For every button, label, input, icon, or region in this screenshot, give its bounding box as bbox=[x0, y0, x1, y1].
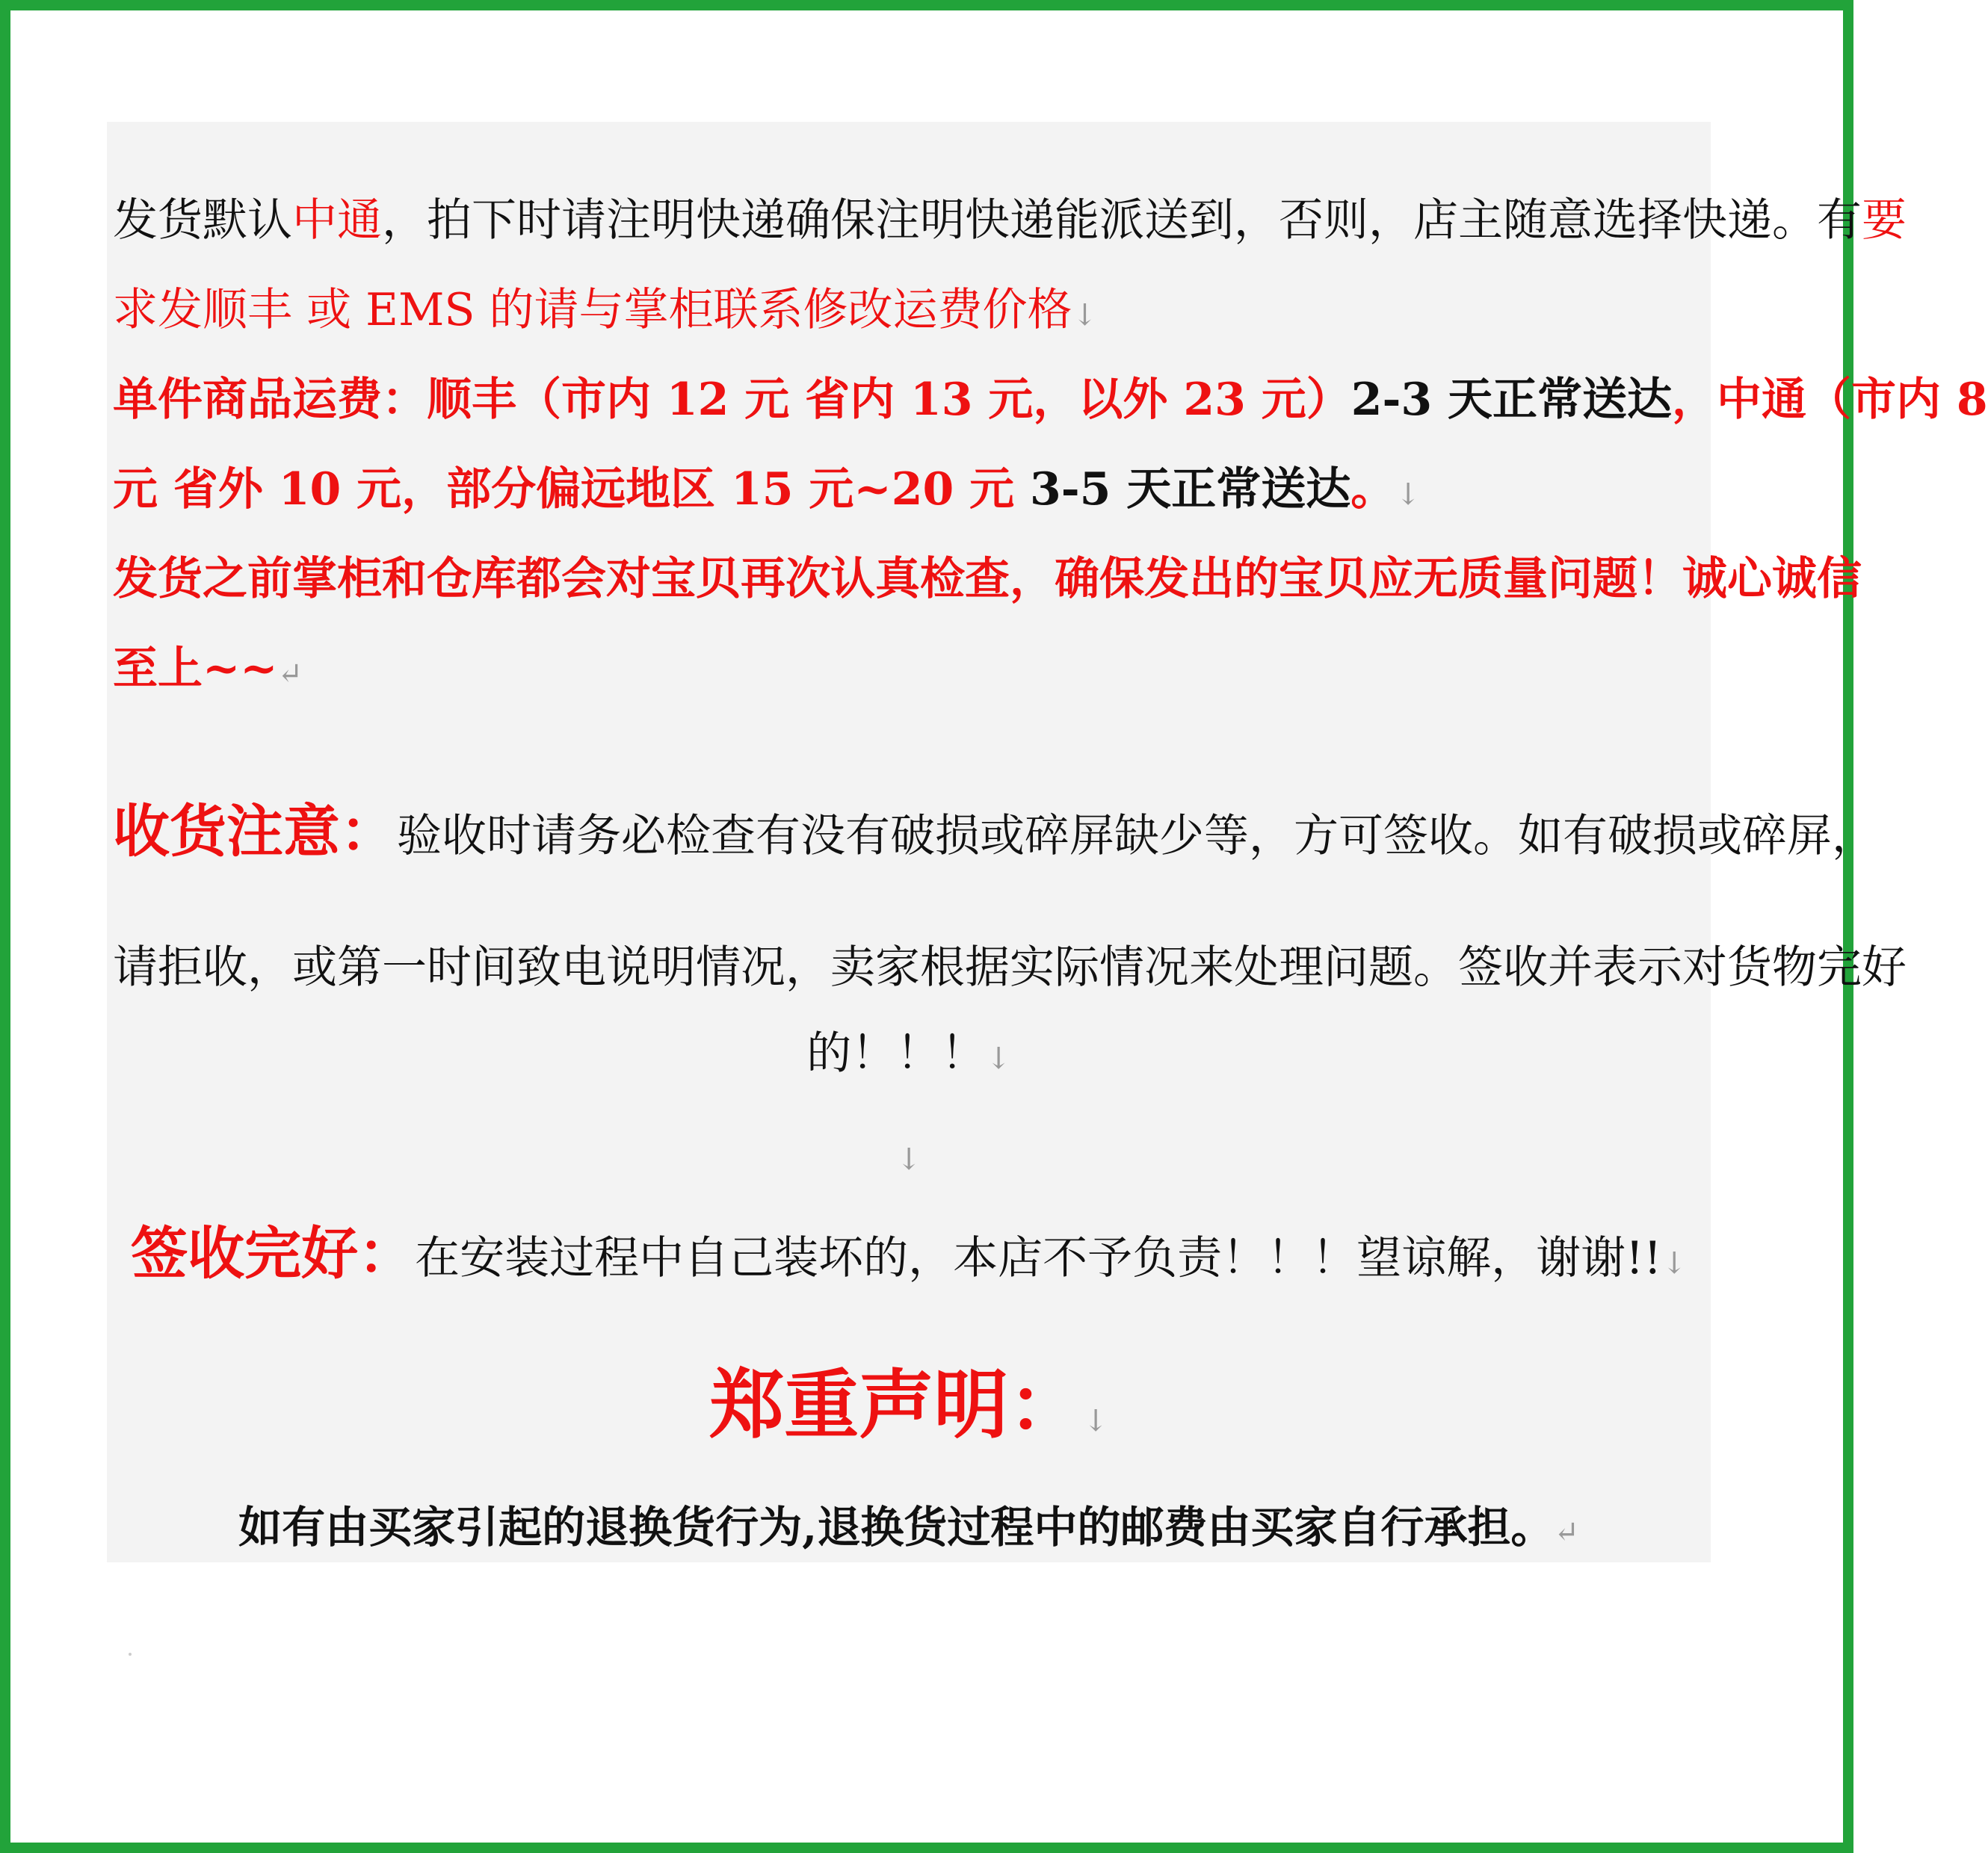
shipping-line-1: 发货默认中通，拍下时请注明快递确保注明快递能派送到，否则，店主随意选择快递。有要 bbox=[113, 194, 1907, 247]
default-courier: 中通 bbox=[292, 194, 382, 247]
stray-dot bbox=[129, 1653, 132, 1656]
statement-text: 如有由买家引起的退换货行为,退换货过程中的邮费由买家自行承担。↵ bbox=[238, 1502, 1579, 1553]
statement-title: 郑重声明：↓ bbox=[709, 1361, 1108, 1449]
quality-check-line-1: 发货之前掌柜和仓库都会对宝贝再次认真检查，确保发出的宝贝应无质量问题！诚心诚信 bbox=[113, 553, 1862, 605]
signed-notice-title: 签收完好： bbox=[131, 1220, 416, 1287]
paragraph-mark-icon: ↓ bbox=[1083, 1404, 1108, 1438]
receipt-notice-line-2: 请拒收，或第一时间致电说明情况，卖家根据实际情况来处理问题。签收并表示对货物完好 bbox=[113, 941, 1907, 994]
return-mark-icon: ↵ bbox=[1554, 1515, 1579, 1550]
return-mark-icon: ↵ bbox=[277, 657, 303, 691]
paragraph-mark-icon: ↓ bbox=[1661, 1246, 1687, 1281]
paragraph-mark-icon: ↓ bbox=[1395, 477, 1421, 512]
paragraph-mark-icon: ↓ bbox=[1072, 298, 1098, 332]
shipping-fee-line-1: 单件商品运费：顺丰（市内 12 元 省内 13 元，以外 23 元）2-3 天正常送达，中通（市内 8 bbox=[113, 374, 1988, 426]
blank-paragraph bbox=[107, 1132, 1711, 1177]
receipt-notice-line-3: 的！！！↓ bbox=[806, 1027, 1011, 1080]
paragraph-mark-icon: ↓ bbox=[896, 1142, 922, 1177]
signed-notice-line: 签收完好：在安装过程中自己装坏的，本店不予负责！！！望谅解，谢谢!!↓ bbox=[131, 1220, 1687, 1287]
receipt-notice-line-1: 收货注意：验收时请务必检查有没有破损或碎屏缺少等，方可签收。如有破损或碎屏， bbox=[113, 798, 1877, 864]
shipping-line-2: 求发顺丰 或 EMS 的请与掌柜联系修改运费价格↓ bbox=[113, 284, 1098, 336]
quality-check-line-2: 至上~~↵ bbox=[113, 643, 303, 695]
receipt-notice-title: 收货注意： bbox=[113, 798, 397, 864]
paragraph-mark-icon: ↓ bbox=[986, 1042, 1011, 1076]
shipping-fee-line-2: 元 省外 10 元，部分偏远地区 15 元~20 元 3-5 天正常送达。↓ bbox=[113, 463, 1421, 516]
